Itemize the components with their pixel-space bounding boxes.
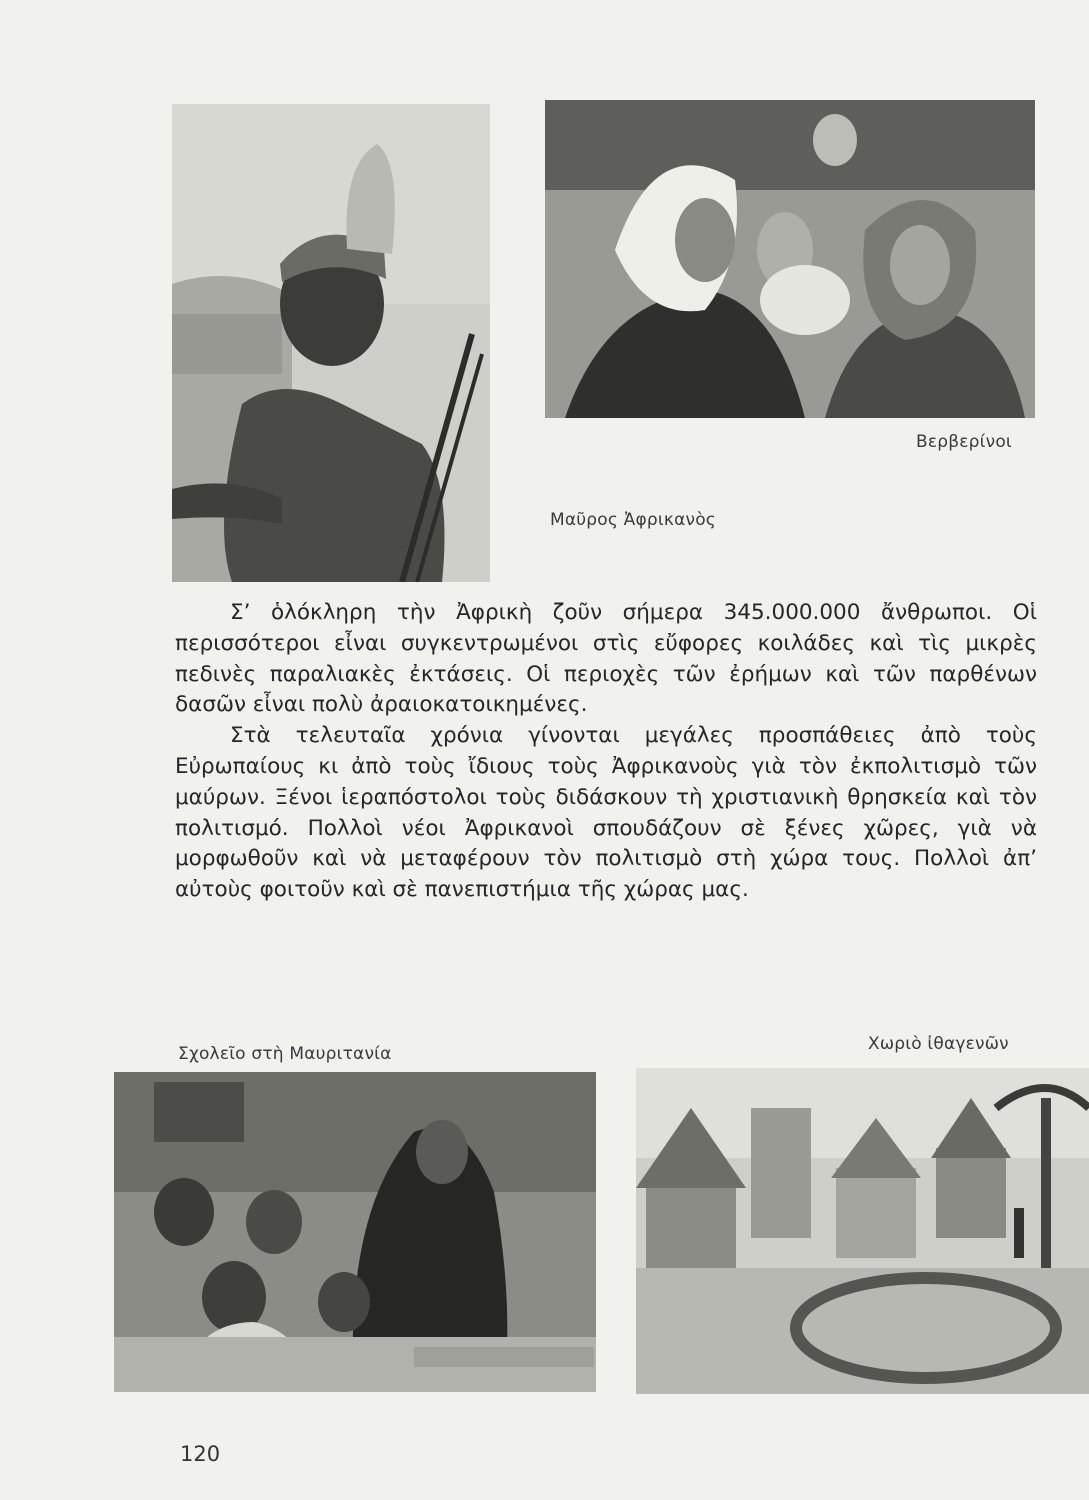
page-number: 120 <box>180 1442 221 1466</box>
body-text <box>175 598 1037 906</box>
photo-village <box>636 1068 1089 1394</box>
photo-berbers <box>545 100 1035 418</box>
caption-african-man: Μαῦρος Ἀφρικανὸς <box>550 510 716 530</box>
photo-african-man <box>172 104 490 582</box>
caption-berbers: Βερβερίνοι <box>916 432 1012 452</box>
caption-village: Χωριὸ ἰθαγενῶν <box>868 1034 1009 1054</box>
paragraph-population: Σ’ ὁλόκληρη τὴν Ἀφρικὴ ζοῦν σήμερα 345.000.000 ἄνθρωποι. Οἱ περισσότεροι εἶναι συγκεντρωμένοι στὶς εὔφορες κοιλάδες καὶ τὶς μικρὲς πεδινὲς παραλιακὲς ἐκτάσεις. Οἱ περιοχὲς τῶν ἐρήμων καὶ τῶν παρθένων δασῶν εἶναι πολὺ ἀραιοκατοικημένες. <box>175 600 1037 718</box>
caption-school: Σχολεῖο στὴ Μαυριτανία <box>178 1044 392 1064</box>
photo-school <box>114 1072 596 1392</box>
paragraph-civilization: Στὰ τελευταῖα χρόνια γίνονται μεγάλες προσπάθειες ἀπὸ τοὺς Εὐρωπαίους κι ἀπὸ τοὺς ἴδιους τοὺς Ἀφρικανοὺς γιὰ τὸν ἐκπολιτισμὸ τῶν μαύρων. Ξένοι ἱεραπόστολοι τοὺς διδάσκουν τὴ χριστιανικὴ θρησκεία καὶ τὸν πολιτισμό. Πολλοὶ νέοι Ἀφρικανοὶ σπουδάζουν σὲ ξένες χῶρες, γιὰ νὰ μορφωθοῦν καὶ νὰ μεταφέρουν τὸν πολιτισμὸ στὴ χώρα τους. Πολλοὶ ἀπ’ αὐτοὺς φοιτοῦν καὶ σὲ πανεπιστήμια τῆς χώρας μας. <box>175 723 1037 903</box>
